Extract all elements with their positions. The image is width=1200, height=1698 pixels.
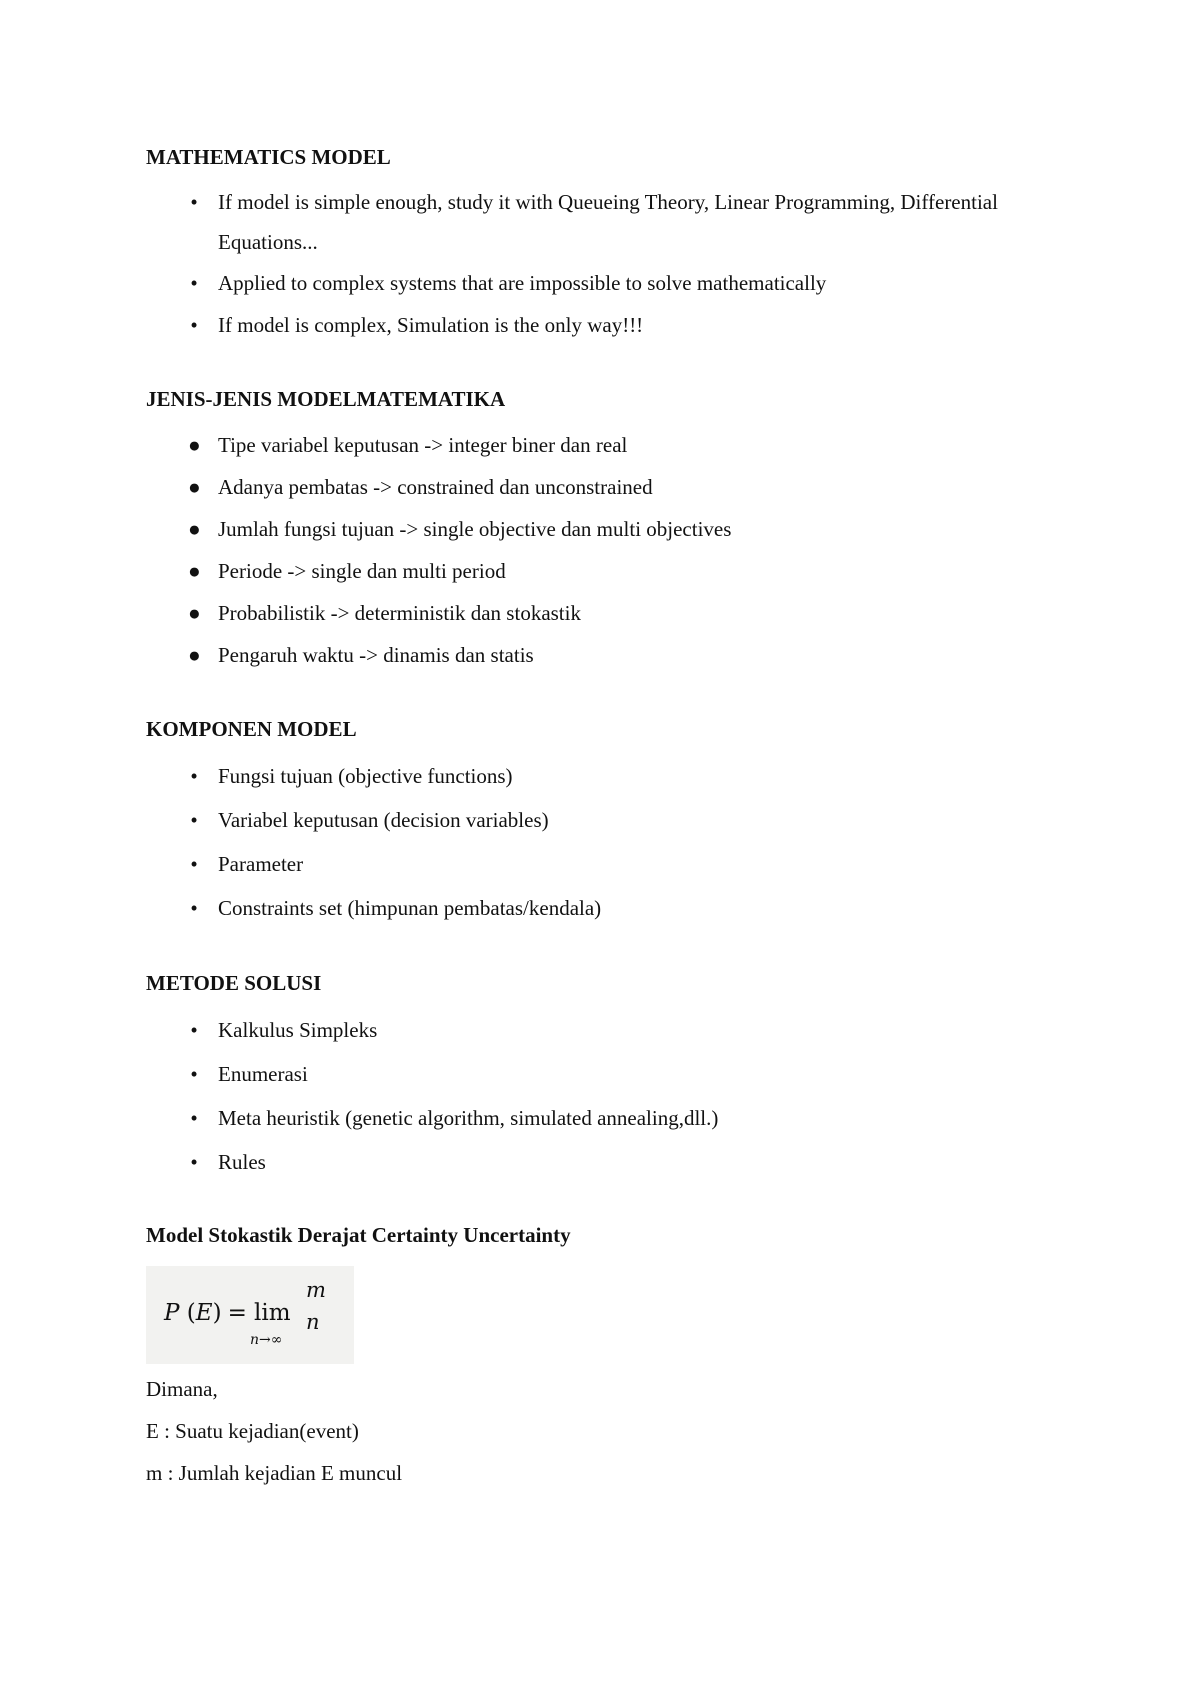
bullet-icon: ● [188,643,201,667]
list-item-text: Enumerasi [218,1062,308,1086]
formula-close-paren: ) [212,1300,222,1326]
list-item-text: If model is complex, Simulation is the only way!!! [218,313,644,337]
list-item-text: Tipe variabel keputusan -> integer biner dan real [218,433,628,457]
bullet-icon: • [190,1150,198,1174]
bullet-list [146,754,1066,930]
list-item-text: Adanya pembatas -> constrained dan unconstrained [218,475,653,499]
bullet-list [146,182,1066,346]
formula-denominator: n [306,1310,320,1334]
formula-numerator: m [306,1278,326,1302]
definition-line: E : Suatu kejadian(event) [146,1419,359,1443]
list-item-text: Periode -> single dan multi period [218,559,506,583]
list-item [146,508,1066,550]
list-item-text: Meta heuristik (genetic algorithm, simulated annealing,dll.) [218,1106,719,1130]
bullet-list [146,424,1066,676]
list-item-text: Variabel keputusan (decision variables) [218,808,549,832]
probability-formula [146,1266,354,1364]
list-item [146,634,1066,676]
list-item-text: Fungsi tujuan (objective functions) [218,764,513,788]
list-item [146,592,1066,634]
section-mathematics-model [146,142,1066,346]
formula-lhs [164,1300,253,1326]
bullet-icon: • [190,313,198,337]
list-item [146,842,1066,886]
list-item [146,466,1066,508]
list-item-text: Rules [218,1150,266,1174]
list-item [146,798,1066,842]
bullet-icon: • [190,764,198,788]
list-item [146,1008,1066,1052]
list-item [146,424,1066,466]
list-item-text: Constraints set (himpunan pembatas/kendala) [218,896,602,920]
list-item [146,1052,1066,1096]
section-heading: MATHEMATICS MODEL [146,145,391,169]
bullet-icon: ● [188,517,201,541]
section-heading: METODE SOLUSI [146,971,322,995]
bullet-icon: • [190,852,198,876]
list-item [146,1096,1066,1140]
section-jenis-model [146,384,1066,676]
list-item [146,182,1066,262]
list-item-text: If model is simple enough, study it with Queueing Theory, Linear Programming, Differential Equations... [218,190,998,254]
definition-line: Dimana, [146,1377,218,1401]
section-komponen-model [146,714,1066,930]
bullet-icon: • [190,190,198,214]
bullet-list [146,1008,1066,1184]
list-item-text: Parameter [218,852,304,876]
bullet-icon: • [190,1062,198,1086]
list-item-text: Kalkulus Simpleks [218,1018,378,1042]
list-item [146,886,1066,930]
bullet-icon: • [190,1106,198,1130]
section-heading: KOMPONEN MODEL [146,717,357,741]
formula-lim: lim [254,1300,291,1326]
section-heading: JENIS-JENIS MODELMATEMATIKA [146,387,506,411]
bullet-icon: • [190,1018,198,1042]
list-item-text: Applied to complex systems that are impossible to solve mathematically [218,271,827,295]
list-item [146,304,1066,346]
bullet-icon: ● [188,601,201,625]
list-item [146,550,1066,592]
list-item-text: Probabilistik -> deterministik dan stokastik [218,601,581,625]
formula-open-paren: ( [186,1300,196,1326]
bullet-icon: ● [188,433,201,457]
formula-equals: = [227,1300,247,1326]
section-metode-solusi [146,968,1066,1184]
formula-lim-subscript: n→∞ [250,1332,283,1348]
bullet-icon: • [190,808,198,832]
list-item-text: Pengaruh waktu -> dinamis dan statis [218,643,534,667]
formula-e: E [195,1300,213,1326]
bullet-icon: ● [188,475,201,499]
list-item-text: Jumlah fungsi tujuan -> single objective dan multi objectives [218,517,732,541]
list-item [146,262,1066,304]
definition-line: m : Jumlah kejadian E muncul [146,1461,403,1485]
document-page [146,142,1066,1494]
list-item [146,1140,1066,1184]
definition-lines [146,1368,1066,1494]
section-model-stokastik [146,1220,1066,1494]
bullet-icon: • [190,271,198,295]
bullet-icon: • [190,896,198,920]
section-heading: Model Stokastik Derajat Certainty Uncertainty [146,1223,571,1247]
bullet-icon: ● [188,559,201,583]
list-item [146,754,1066,798]
formula-p: P [164,1300,180,1326]
